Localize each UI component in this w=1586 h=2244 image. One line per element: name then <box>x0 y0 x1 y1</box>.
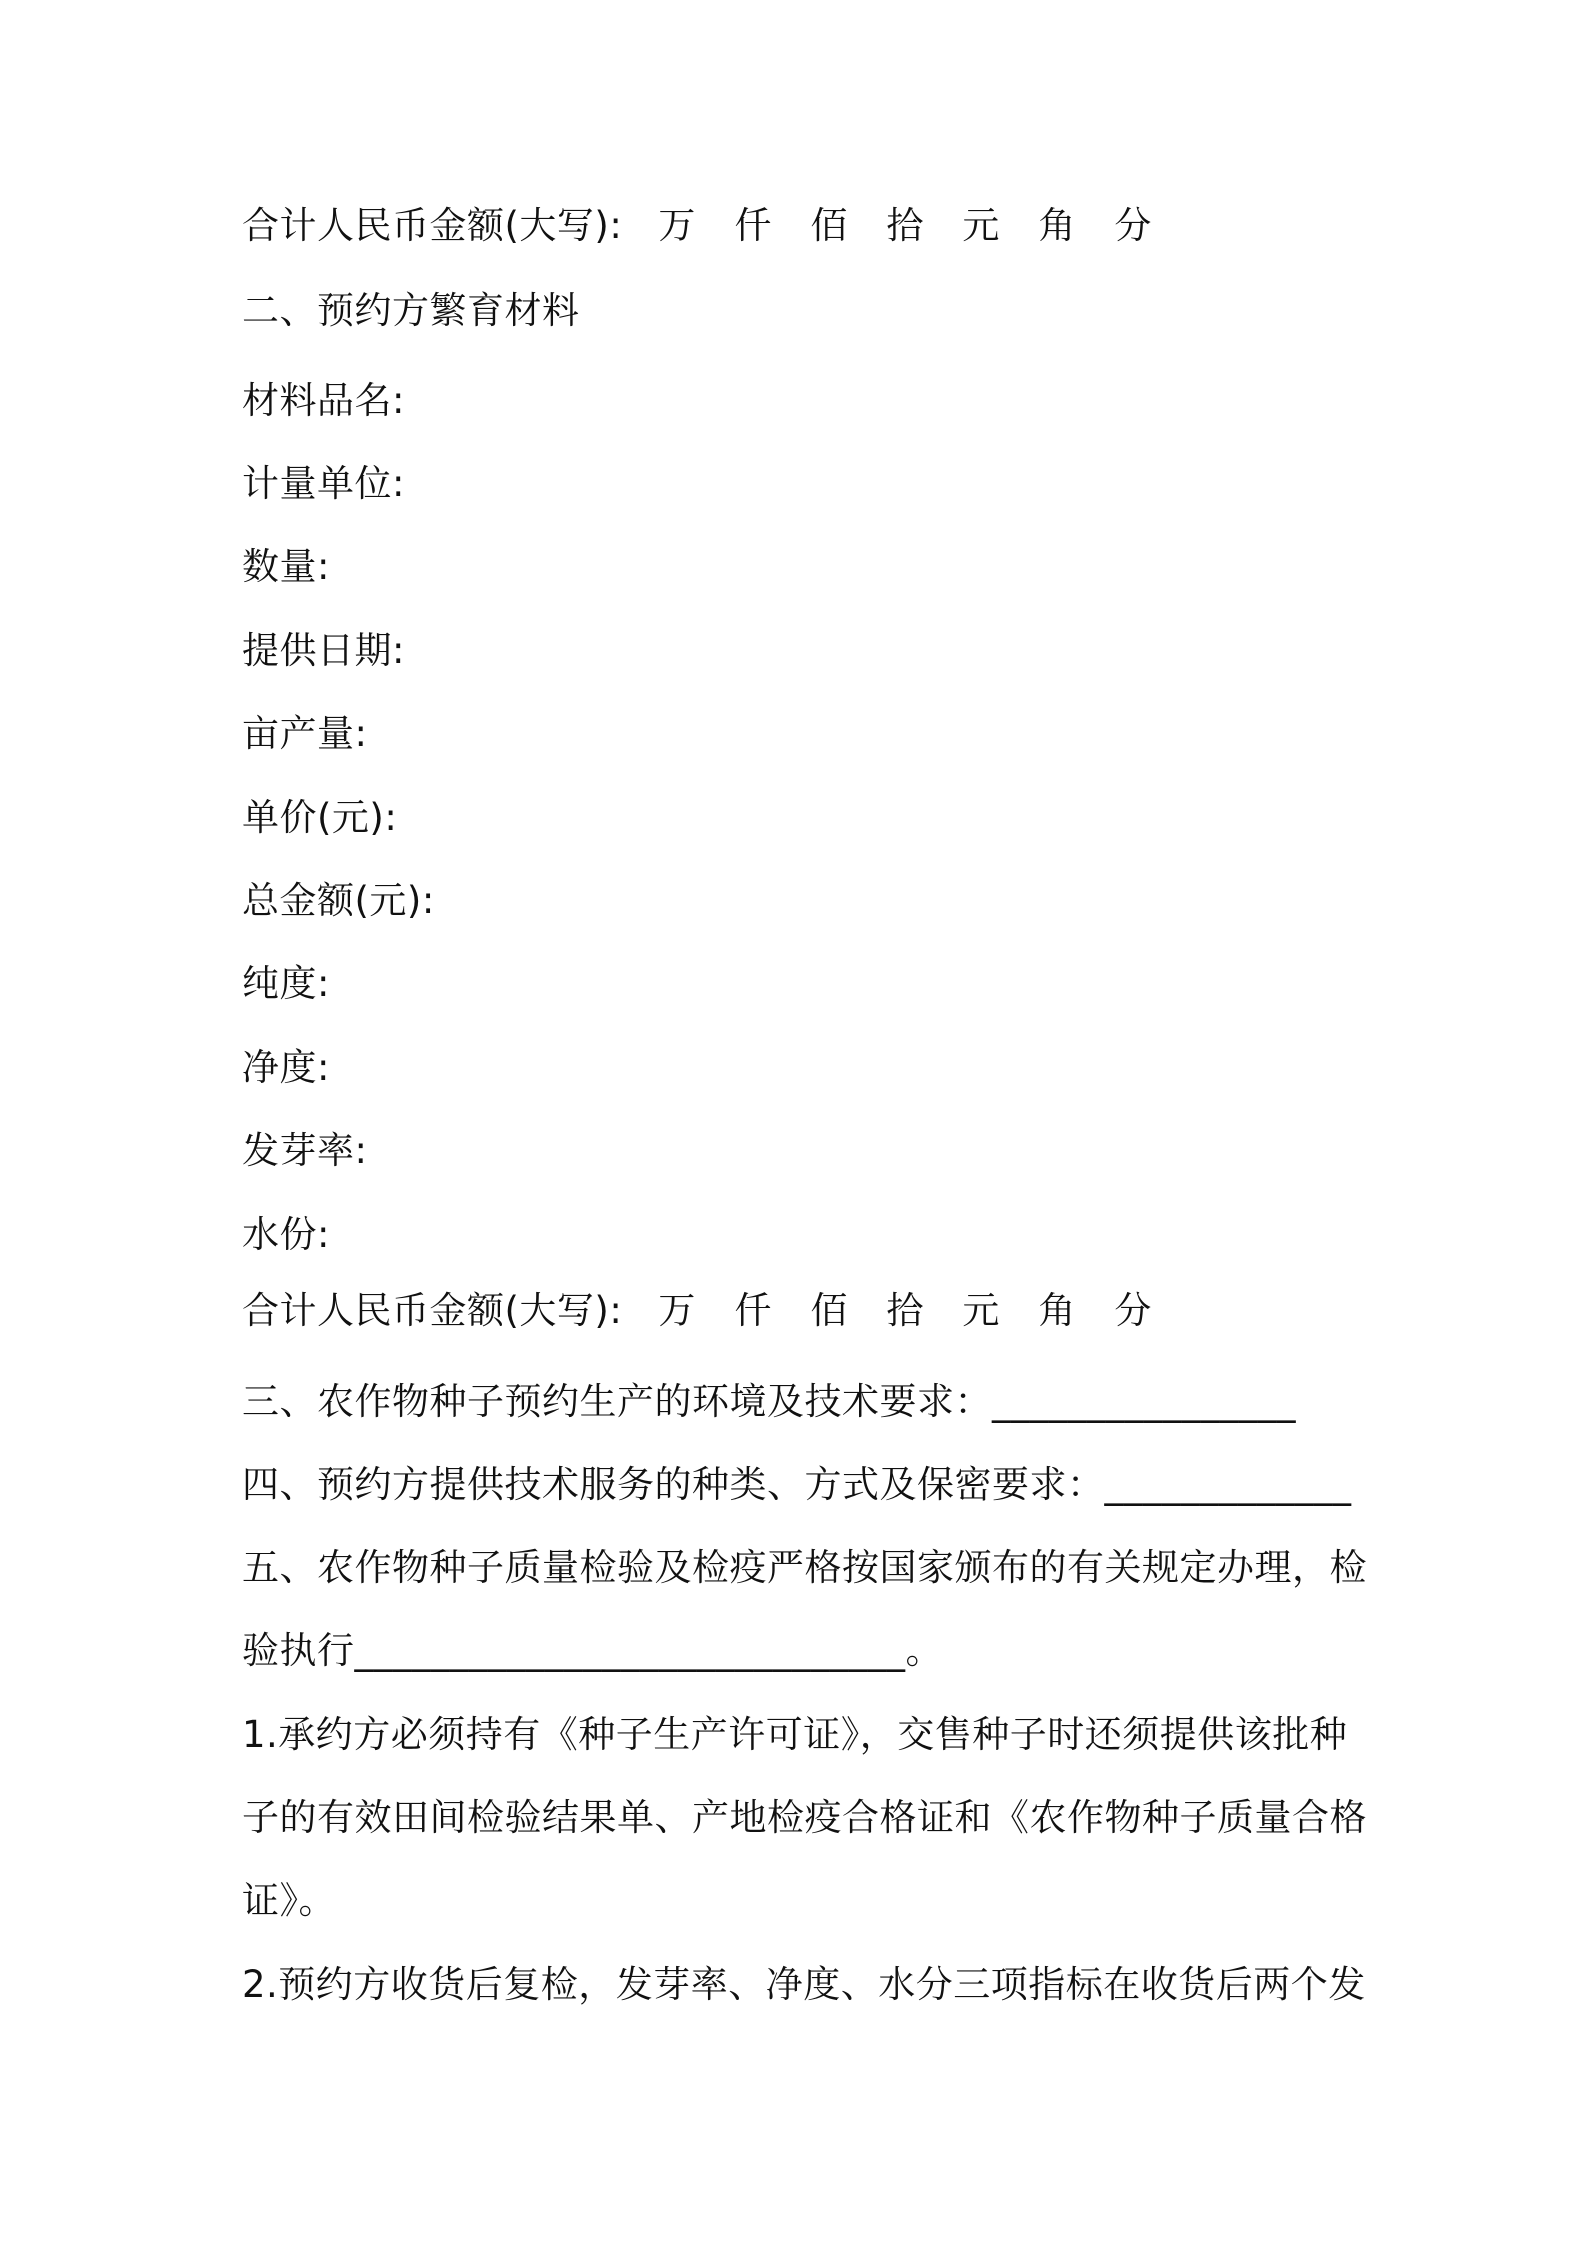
field-quantity: 数量: <box>242 545 330 588</box>
field-cleanliness: 净度: <box>242 1046 330 1089</box>
amount-line-2 <box>242 1287 1190 1335</box>
section4-text: 四、预约方提供技术服务的种类、方式及保密要求：_____________ <box>242 1463 1352 1506</box>
amount-unit: 元 <box>962 204 1000 247</box>
field-total-amount: 总金额(元): <box>242 879 435 922</box>
amount-unit: 元 <box>962 1289 1000 1332</box>
amount-label: 合计人民币金额(大写): <box>242 204 623 247</box>
amount-unit: 拾 <box>886 204 924 247</box>
section5-line-1: 五、农作物种子质量检验及检疫严格按国家颁布的有关规定办理，检 <box>242 1546 1367 1589</box>
item1-line-1: 1.承约方必须持有《种子生产许可证》，交售种子时还须提供该批种 <box>242 1713 1348 1756</box>
item1-line-2: 子的有效田间检验结果单、产地检疫合格证和《农作物种子质量合格 <box>242 1796 1367 1839</box>
amount-unit: 角 <box>1038 204 1076 247</box>
amount-unit: 分 <box>1114 204 1152 247</box>
amount-label: 合计人民币金额(大写): <box>242 1289 623 1332</box>
section3-text: 三、农作物种子预约生产的环境及技术要求：________________ <box>242 1380 1296 1423</box>
amount-line-1 <box>242 202 1190 250</box>
section5-line-2: 验执行_____________________________。 <box>242 1629 943 1672</box>
amount-unit: 佰 <box>810 204 848 247</box>
amount-unit: 仟 <box>734 204 772 247</box>
item2-line-1: 2.预约方收货后复检，发芽率、净度、水分三项指标在收货后两个发 <box>242 1963 1366 2006</box>
amount-unit: 拾 <box>886 1289 924 1332</box>
amount-unit: 佰 <box>810 1289 848 1332</box>
amount-unit: 万 <box>658 204 696 247</box>
amount-unit: 角 <box>1038 1289 1076 1332</box>
field-yield: 亩产量: <box>242 712 368 755</box>
field-material-name: 材料品名: <box>242 379 405 422</box>
amount-unit: 仟 <box>734 1289 772 1332</box>
item1-line-3: 证》。 <box>242 1879 336 1922</box>
section2-title: 二、预约方繁育材料 <box>242 289 580 332</box>
field-supply-date: 提供日期: <box>242 629 405 672</box>
amount-units <box>658 1287 1190 1335</box>
amount-unit: 万 <box>658 1289 696 1332</box>
field-moisture: 水份: <box>242 1213 330 1256</box>
amount-units <box>658 202 1190 250</box>
field-germination-rate: 发芽率: <box>242 1129 368 1172</box>
amount-unit: 分 <box>1114 1289 1152 1332</box>
field-unit-price: 单价(元): <box>242 796 398 839</box>
field-unit: 计量单位: <box>242 462 405 505</box>
field-purity: 纯度: <box>242 962 330 1005</box>
